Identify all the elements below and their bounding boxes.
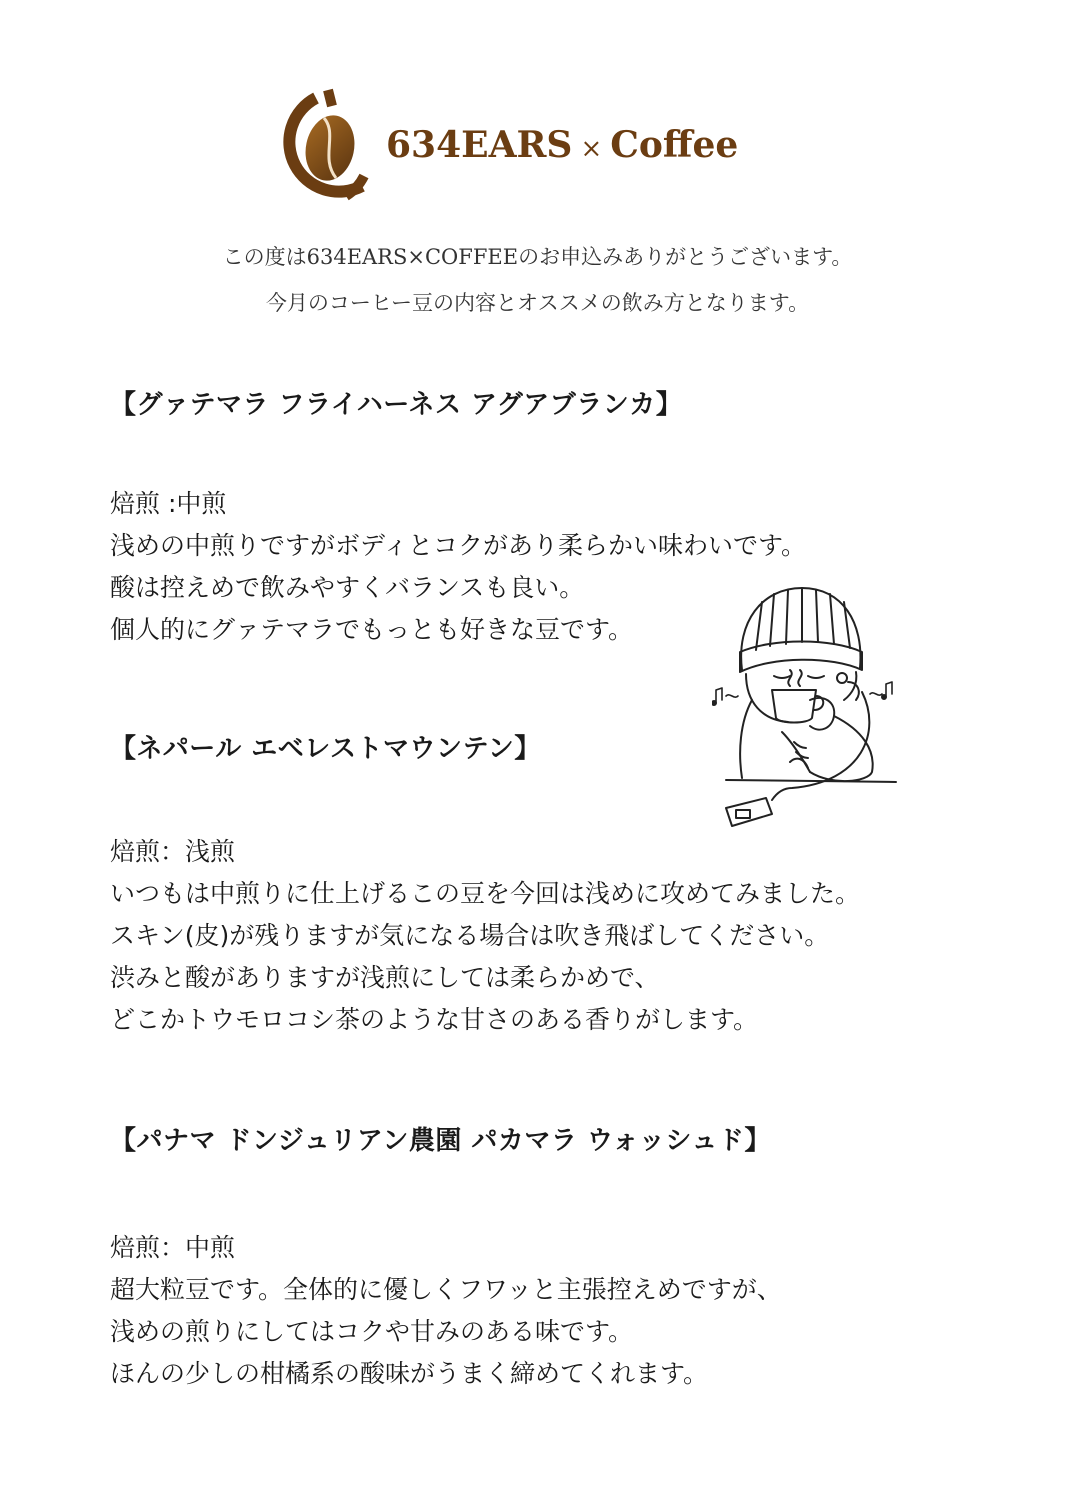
intro-line: この度は634EARS×COFFEEのお申込みありがとうございます。 [222,245,853,269]
description-line: どこかトウモロコシ茶のような甘さのある香りがします。 [110,1005,759,1034]
logo-wordmark [386,124,738,166]
intro-line: 今月のコーヒー豆の内容とオススメの飲み方となります。 [265,291,810,315]
intro-message [0,234,1075,326]
description-line: 酸は控えめで飲みやすくバランスも良い。 [110,573,585,602]
brand-logo [276,86,746,204]
description-line: 個人的にグァテマラでもっとも好きな豆です。 [110,615,634,644]
description-line: 浅めの中煎りですがボディとコクがあり柔らかい味わいです。 [110,531,807,560]
description-line: 超大粒豆です。全体的に優しくフワッと主張控えめですが、 [110,1275,782,1304]
logo-text-main: 634EARS [386,124,573,166]
logo-text-tail: Coffee [610,124,739,166]
roast-level: 焙煎 :中煎 [110,489,227,518]
section-body [110,1227,970,1395]
description-line: ほんの少しの柑橘系の酸味がうまく締めてくれます。 [110,1359,709,1388]
coffee-section-panama [110,1120,970,1395]
section-title: 【パナマ ドンジュリアン農園 パカマラ ウォッシュド】 [110,1126,771,1156]
section-title: 【ネパール エベレストマウンテン】 [110,734,541,764]
description-line: スキン(皮)が残りますが気になる場合は吹き飛ばしてください。 [110,921,830,950]
coffee-bean-icon [276,86,386,204]
section-body [110,831,970,1041]
roast-level: 焙煎：中煎 [110,1233,236,1262]
description-line: いつもは中煎りに仕上げるこの豆を今回は浅めに攻めてみました。 [110,879,861,908]
description-line: 渋みと酸がありますが浅煎にしては柔らかめで、 [110,963,660,992]
logo-text-sep: × [580,134,603,164]
section-title: 【グァテマラ フライハーネス アグアブランカ】 [110,390,683,420]
person-drinking-coffee-icon [712,582,904,836]
description-line: 浅めの煎りにしてはコクや甘みのある味です。 [110,1317,634,1346]
roast-level: 焙煎：浅煎 [110,837,236,866]
